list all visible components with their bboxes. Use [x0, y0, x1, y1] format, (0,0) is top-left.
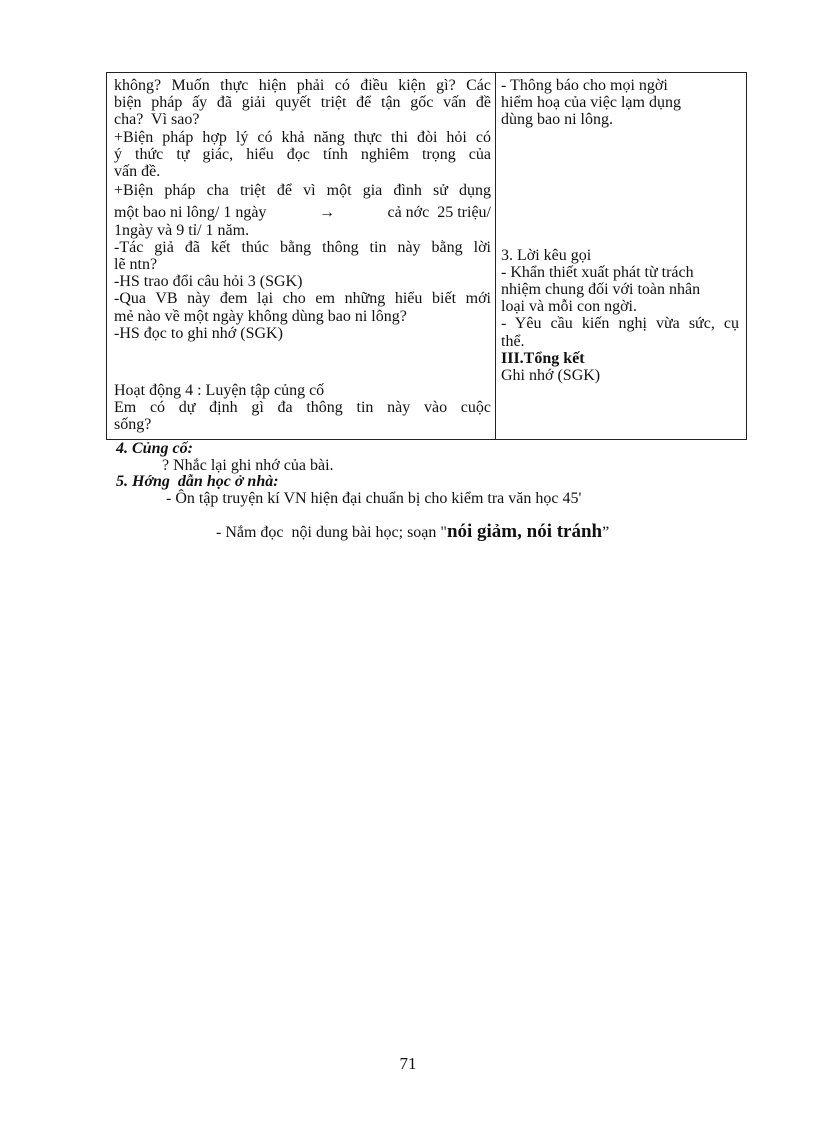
left-line-4: +Biện pháp hợp lý có khả năng thực thi đòi hỏi có [114, 128, 491, 146]
guidance-line-2-suffix: ” [602, 523, 610, 541]
right-top-line-1: - Thông báo cho mọi ngời [501, 77, 668, 94]
left-line-12: -HS trao đổi câu hỏi 3 (SGK) [114, 273, 303, 291]
left-line-13: -Qua VB này đem lại cho em những hiểu biết mới [114, 290, 491, 308]
activity-line-1: Em có dự định gì đa thông tin này vào cuộc [114, 399, 491, 417]
left-column [114, 77, 491, 434]
consolidation-line: ? Nhắc lại ghi nhớ của bài. [162, 456, 334, 474]
page-number: 71 [399, 1054, 417, 1073]
after-table-section [116, 441, 609, 558]
column-divider [495, 73, 496, 439]
left-line-11: lẽ ntn? [114, 256, 158, 274]
guidance-line-2 [116, 507, 609, 558]
left-line-5: ý thức tự giác, hiểu đọc tính nghiêm trọng của [114, 145, 491, 163]
left-line-1: không? Muốn thực hiện phải có điều kiện gì? Các [114, 77, 491, 94]
summary-title: III.Tổng kết [501, 349, 585, 367]
activity-title: Hoạt động 4 : Luyện tập củng cố [114, 382, 325, 400]
left-line-7: +Biện pháp cha triệt để vì một gia đình sử dụng [114, 182, 491, 200]
right-top-line-2: hiểm hoạ của việc lạm dụng [501, 94, 681, 112]
call-line-1: - Khẩn thiết xuất phát từ trách [501, 263, 694, 281]
right-column [501, 77, 739, 384]
left-line-15: -HS đọc to ghi nhớ (SGK) [114, 324, 283, 342]
guidance-line-2-topic: nói giảm, nói tránh [446, 520, 603, 542]
left-line-14: mẻ nào về một ngày không dùng bao ni lông? [114, 307, 407, 325]
consolidation-heading: 4. Củng cố: [116, 440, 193, 457]
right-top-line-3: dùng bao ni lông. [501, 111, 613, 129]
right-arrow-icon: → [318, 204, 335, 222]
guidance-line-2-prefix: - Nắm đọc nội dung bài học; soạn " [216, 523, 447, 541]
call-line-3: loại và mỗi con ngời. [501, 298, 637, 316]
call-line-2: nhiệm chung đối với toàn nhân [501, 281, 701, 299]
lesson-table [106, 72, 747, 440]
arrow-line-after: cả nớc 25 triệu/ [387, 204, 491, 222]
left-line-3: cha? Vì sao? [114, 111, 200, 129]
left-line-10: -Tác giả đã kết thúc bằng thông tin này bằng lời [114, 238, 491, 256]
guidance-line-1: - Ôn tập truyện kí VN hiện đại chuẩn bị cho kiểm tra văn học 45' [166, 489, 582, 507]
call-line-4: - Yêu cầu kiến nghị vừa sức, cụ [501, 315, 739, 333]
arrow-line-before: một bao ni lông/ 1 ngày [114, 204, 267, 222]
left-arrow-line [114, 204, 491, 221]
call-line-5: thể. [501, 332, 525, 350]
call-section-title: 3. Lời kêu gọi [501, 246, 592, 264]
left-line-2: biện pháp ấy đã giải quyết triệt để tận gốc vấn đề [114, 94, 491, 112]
left-line-6: vấn đề. [114, 163, 161, 181]
activity-line-2: sống? [114, 416, 152, 434]
summary-line: Ghi nhớ (SGK) [501, 367, 601, 385]
left-line-9: 1ngày và 9 tỉ/ 1 năm. [114, 221, 250, 239]
guidance-heading: 5. Hớng dẫn học ở nhà: [116, 473, 279, 490]
